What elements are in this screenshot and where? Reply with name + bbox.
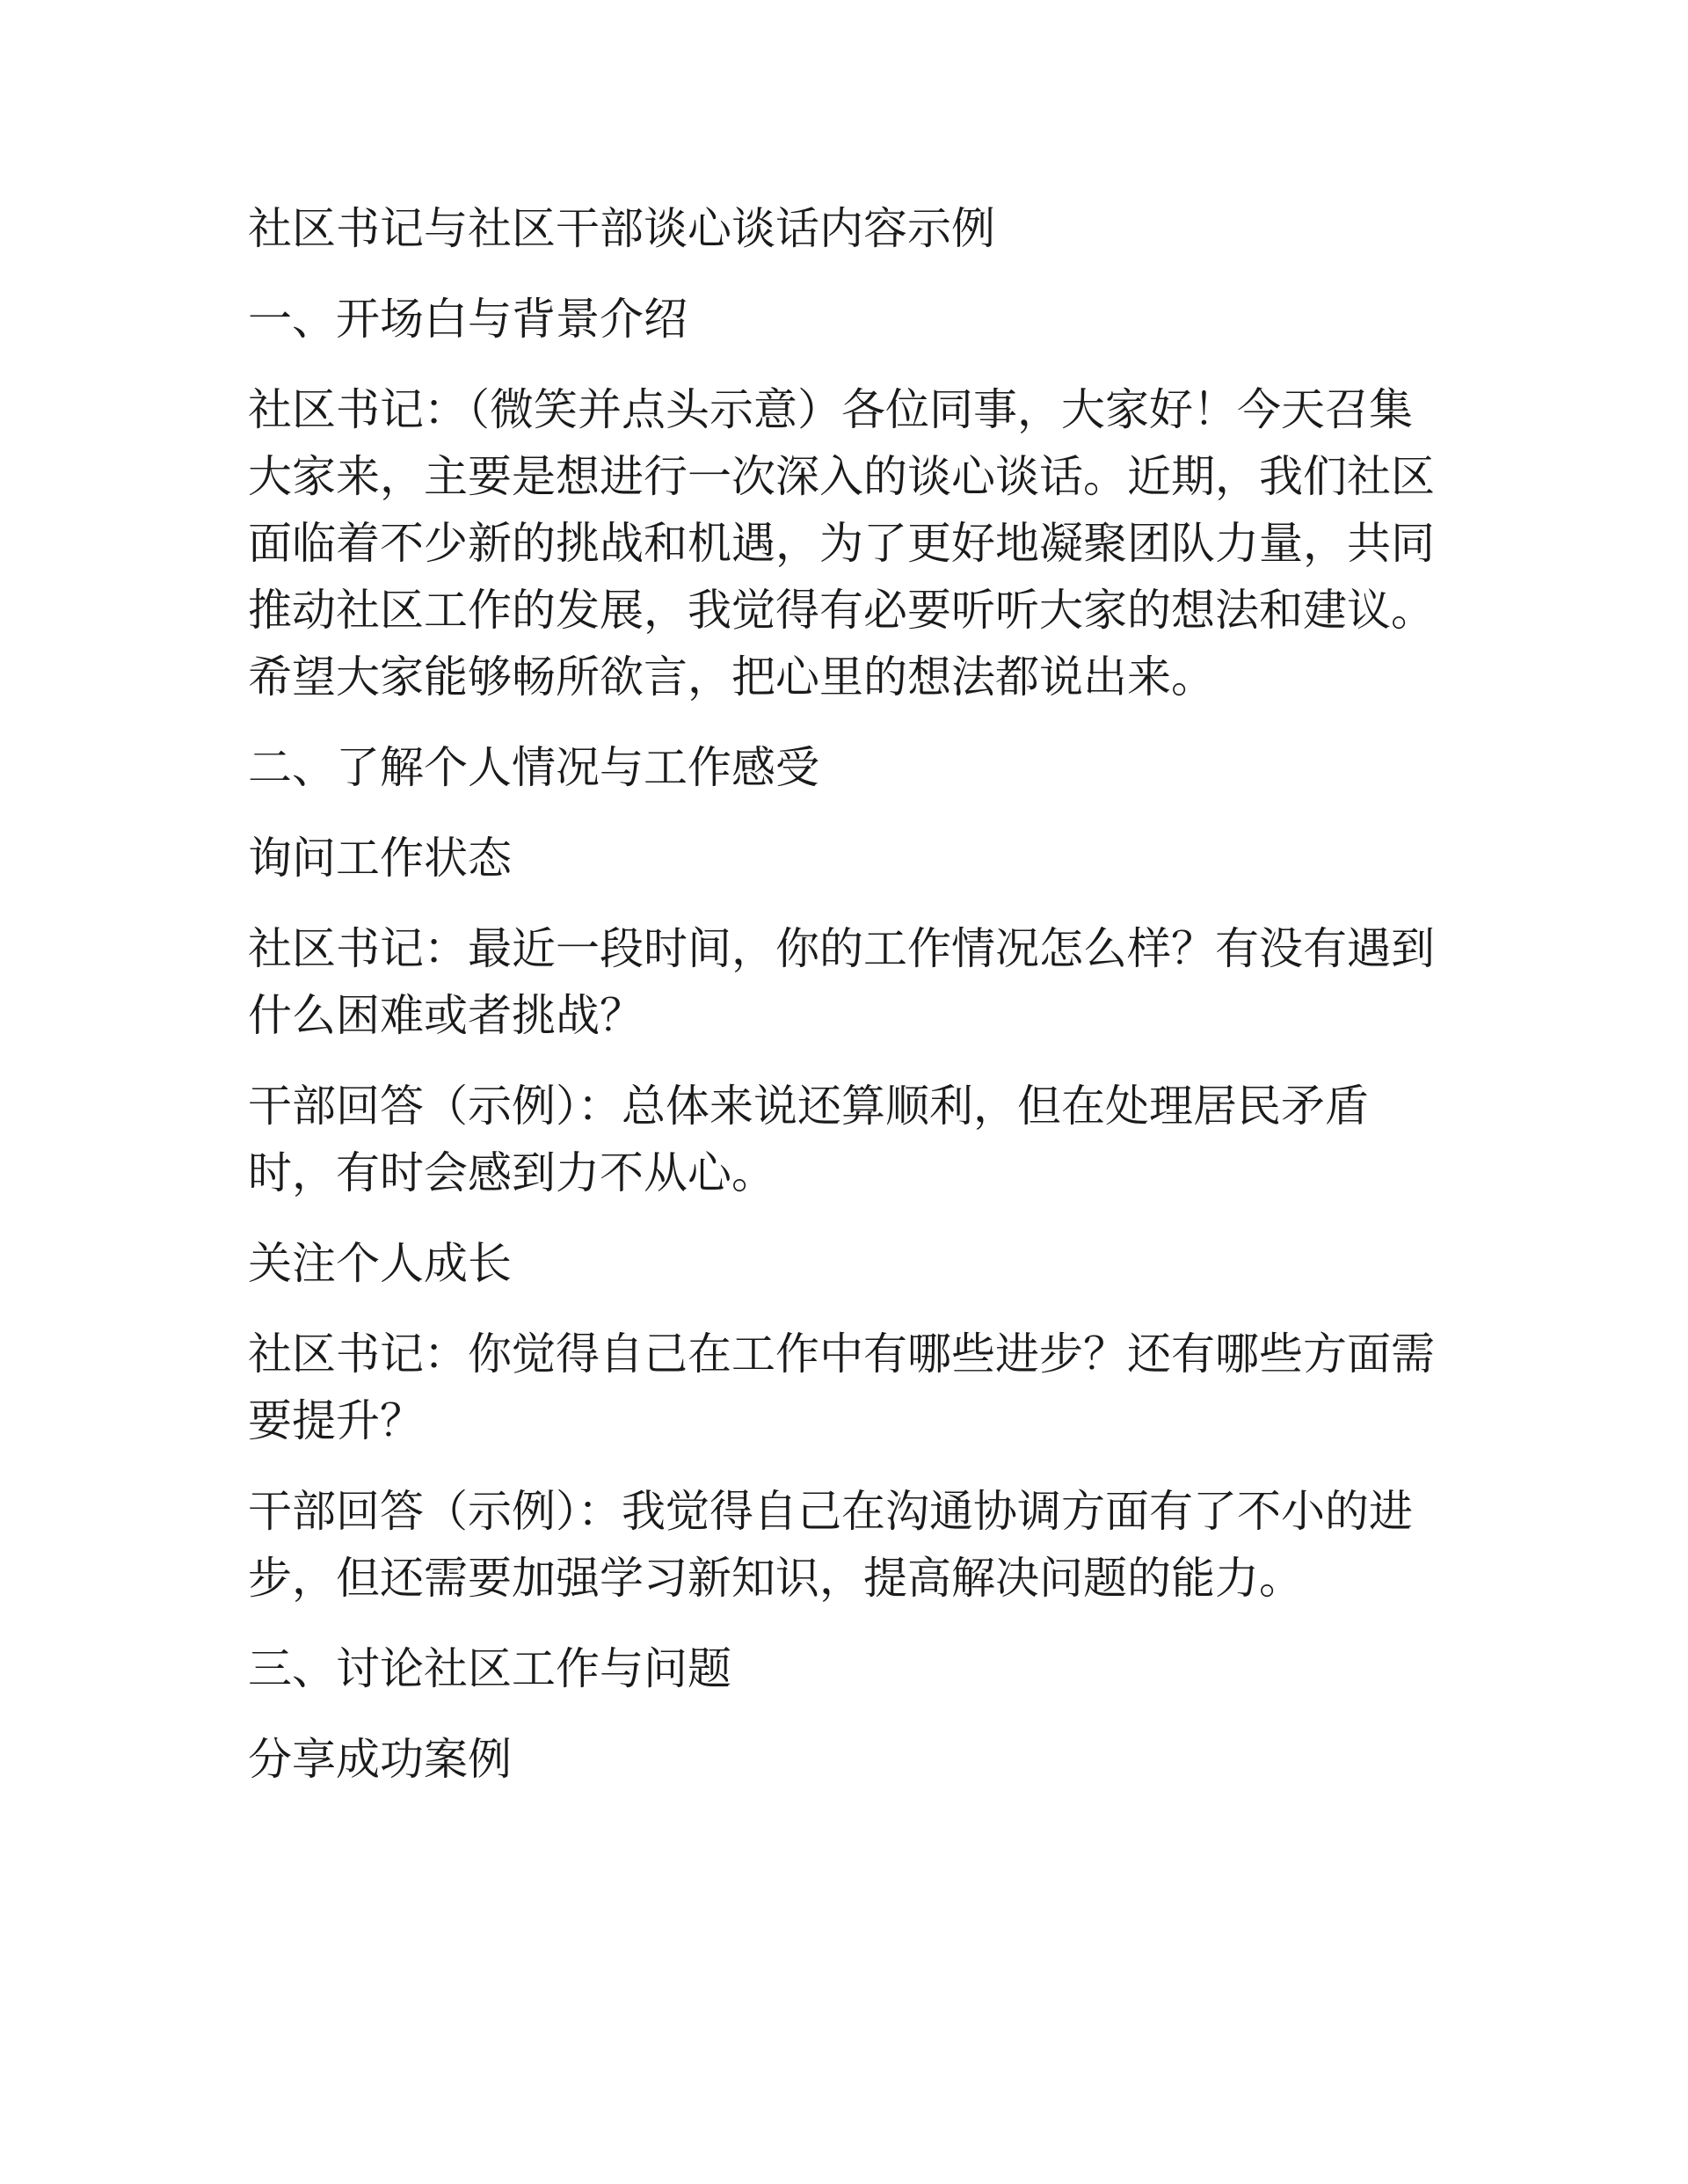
paragraph-secretary-question-2: 社区书记：你觉得自己在工作中有哪些进步？还有哪些方面需要提升？ — [248, 1329, 1435, 1446]
paragraph-cadre-answer-2: 干部回答（示例）：我觉得自己在沟通协调方面有了不小的进步，但还需要加强学习新知识，提高解决问题的能力。 — [248, 1486, 1413, 1604]
document-title: 社区书记与社区干部谈心谈话内容示例 — [248, 203, 995, 254]
subheading-success-cases: 分享成功案例 — [248, 1734, 512, 1785]
section-heading-2: 二、了解个人情况与工作感受 — [248, 742, 819, 793]
document-body — [248, 195, 1444, 1793]
section-heading-1: 一、开场白与背景介绍 — [248, 294, 688, 345]
paragraph-cadre-answer-1: 干部回答（示例）：总体来说还算顺利，但在处理居民矛盾时，有时会感到力不从心。 — [248, 1081, 1369, 1198]
subheading-personal-growth: 关注个人成长 — [248, 1238, 512, 1289]
subheading-work-status: 询问工作状态 — [248, 833, 512, 884]
paragraph-secretary-question-1: 社区书记：最近一段时间，你的工作情况怎么样？有没有遇到什么困难或者挑战？ — [248, 923, 1435, 1041]
section-heading-3: 三、讨论社区工作与问题 — [248, 1643, 731, 1694]
paragraph-opening-remarks: 社区书记：（微笑并点头示意）各位同事，大家好！今天召集大家来，主要是想进行一次深入的谈心谈话。近期，我们社区面临着不少新的挑战和机遇，为了更好地凝聚团队力量，共同推动社区工作的发展，我觉得有必要听听大家的想法和建议。希望大家能够畅所欲言，把心里的想法都说出来。 — [248, 384, 1435, 703]
